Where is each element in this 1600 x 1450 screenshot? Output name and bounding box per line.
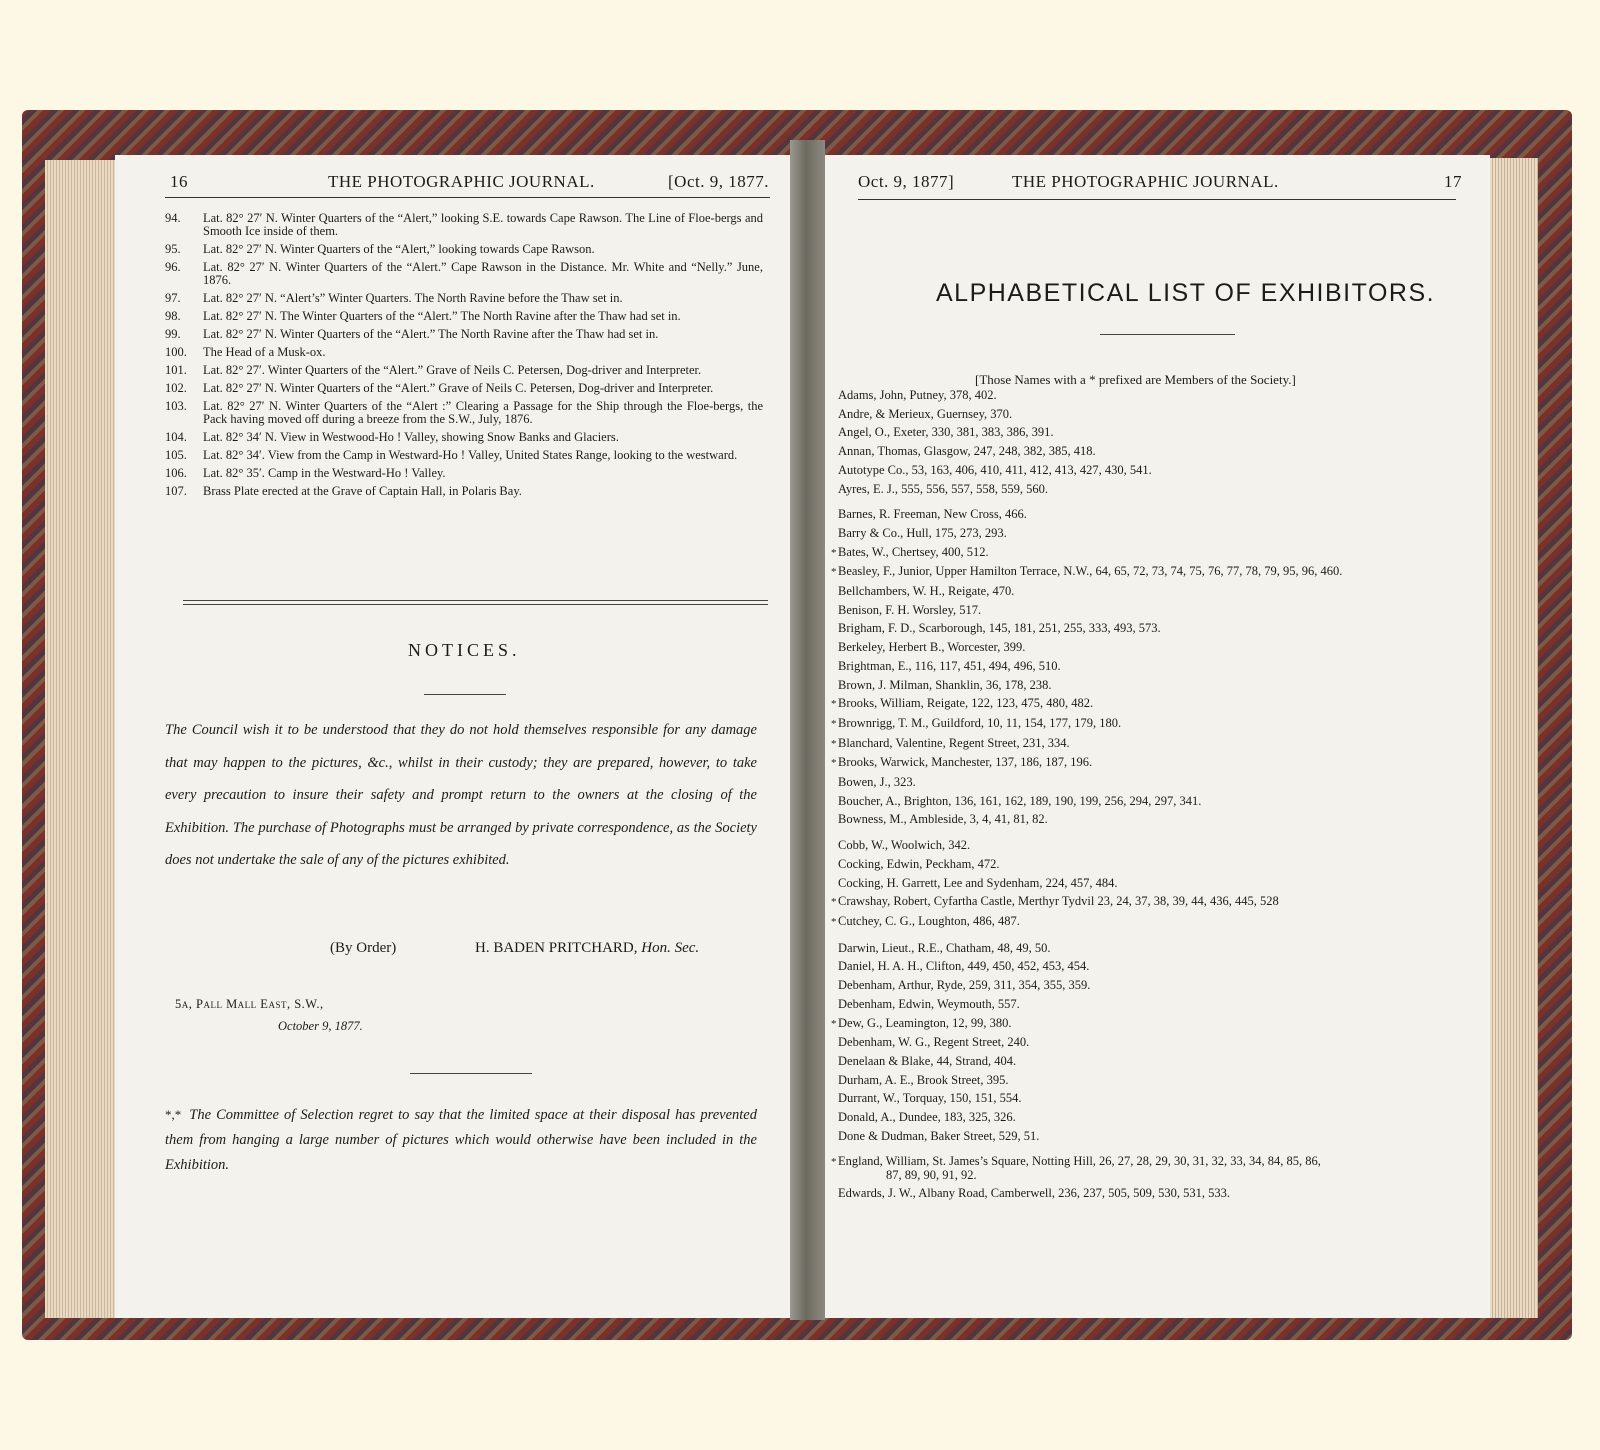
exhibitor-entry bbox=[838, 386, 1436, 405]
catalogue-entry bbox=[165, 449, 763, 462]
catalogue-description: Lat. 82° 27′ N. Winter Quarters of the “Alert,” looking S.E. towards Cape Rawson. The Line of Floe-bergs and Smooth Ice inside of them. bbox=[203, 211, 763, 238]
exhibitor-text: Adams, John, Putney, 378, 402. bbox=[838, 388, 997, 402]
page-edges-left bbox=[45, 160, 115, 1318]
exhibitor-text: Cocking, H. Garrett, Lee and Sydenham, 224, 457, 484. bbox=[838, 875, 1118, 890]
catalogue-entry bbox=[165, 431, 763, 444]
exhibitor-text: Edwards, J. W., Albany Road, Camberwell, 236, 237, 505, 509, 530, 531, 533. bbox=[838, 1186, 1230, 1201]
catalogue-entry bbox=[165, 467, 763, 480]
exhibitor-letter-group bbox=[838, 386, 1436, 498]
exhibitor-text: Donald, A., Dundee, 183, 325, 326. bbox=[838, 1110, 1016, 1125]
exhibitor-text: Beasley, F., Junior, Upper Hamilton Terrace, N.W., 64, 65, 72, 73, 74, 75, 76, 77, 78, 79, 95, 96, 460. bbox=[838, 564, 1343, 579]
exhibitor-text: Crawshay, Robert, Cyfartha Castle, Merthyr Tydvil 23, 24, 37, 38, 39, 44, 436, 445, 528 bbox=[838, 894, 1279, 909]
catalogue-description: The Head of a Musk-ox. bbox=[203, 345, 326, 359]
membership-note: [Those Names with a * prefixed are Members of the Society.] bbox=[975, 372, 1296, 387]
exhibitor-text: Darwin, Lieut., R.E., Chatham, 48, 49, 50. bbox=[838, 940, 1051, 955]
member-star: * bbox=[831, 1017, 837, 1030]
catalogue-description: Lat. 82° 27′ N. “Alert’s” Winter Quarters. The North Ravine before the Thaw set in. bbox=[203, 291, 623, 305]
society-address: 5a, Pall Mall East, S.W., bbox=[175, 997, 324, 1011]
double-rule-bottom bbox=[183, 604, 768, 605]
member-star: * bbox=[831, 915, 837, 928]
catalogue-entry bbox=[165, 400, 763, 426]
catalogue-entry bbox=[165, 346, 763, 359]
member-star: * bbox=[831, 1156, 837, 1169]
left-header-rule bbox=[165, 197, 770, 198]
member-star: * bbox=[831, 896, 837, 909]
catalogue-entry bbox=[165, 485, 763, 498]
exhibitor-entry bbox=[838, 874, 1436, 893]
catalogue-description: Lat. 82° 27′ N. Winter Quarters of the “Alert :” Clearing a Passage for the Ship through the Floe-bergs, the Pack having moved off during a breeze from the S.W., July, 1876. bbox=[203, 399, 763, 426]
exhibitor-entry bbox=[831, 543, 1436, 563]
exhibitor-text: Brownrigg, T. M., Guildford, 10, 11, 154, 177, 179, 180. bbox=[838, 715, 1122, 730]
exhibitor-entry bbox=[838, 676, 1436, 695]
exhibitor-continuation: 87, 89, 90, 91, 92. bbox=[886, 1168, 977, 1183]
exhibitor-entry bbox=[838, 1071, 1436, 1090]
exhibitor-entry bbox=[838, 810, 1436, 829]
exhibitor-text: Boucher, A., Brighton, 136, 161, 162, 189, 190, 199, 256, 294, 297, 341. bbox=[838, 793, 1202, 808]
member-star: * bbox=[831, 566, 837, 579]
exhibitor-text: Done & Dudman, Baker Street, 529, 51. bbox=[838, 1128, 1040, 1143]
exhibitor-entry bbox=[838, 976, 1436, 995]
exhibitor-entry bbox=[831, 562, 1436, 582]
exhibitor-entry bbox=[838, 1184, 1436, 1203]
address-date: October 9, 1877. bbox=[278, 1019, 363, 1033]
committee-rule bbox=[410, 1073, 532, 1074]
exhibitor-text: Benison, F. H. Worsley, 517. bbox=[838, 602, 982, 617]
catalogue-entry bbox=[165, 310, 763, 323]
right-page-number: 17 bbox=[1444, 172, 1462, 191]
exhibitor-entry bbox=[831, 1014, 1436, 1034]
exhibitor-entry bbox=[831, 1152, 1436, 1184]
member-star: * bbox=[831, 757, 837, 770]
catalogue-description: Lat. 82° 34′ N. View in Westwood-Ho ! Valley, showing Snow Banks and Glaciers. bbox=[203, 430, 619, 444]
catalogue-number: 106. bbox=[165, 466, 187, 480]
exhibitor-text: Durrant, W., Torquay, 150, 151, 554. bbox=[838, 1091, 1022, 1106]
exhibitor-entry bbox=[838, 773, 1436, 792]
exhibitor-text: Brigham, F. D., Scarborough, 145, 181, 251, 255, 333, 493, 573. bbox=[838, 621, 1161, 636]
right-header-date: Oct. 9, 1877] bbox=[858, 172, 955, 191]
double-rule-top bbox=[183, 600, 768, 601]
exhibitor-entry bbox=[838, 480, 1436, 499]
catalogue-description: Lat. 82° 27′ N. Winter Quarters of the “Alert,” looking towards Cape Rawson. bbox=[203, 242, 595, 256]
catalogue-number: 102. bbox=[165, 381, 187, 395]
member-star: * bbox=[831, 737, 837, 750]
exhibitor-entry bbox=[838, 855, 1436, 874]
exhibitor-text: Brightman, E., 116, 117, 451, 494, 496, 510. bbox=[838, 658, 1061, 673]
exhibitor-text: Debenham, Arthur, Ryde, 259, 311, 354, 355, 359. bbox=[838, 978, 1091, 993]
exhibitor-letter-group bbox=[831, 1152, 1436, 1203]
catalogue-description: Lat. 82° 27′. Winter Quarters of the “Alert.” Grave of Neils C. Petersen, Dog-driver and Interpreter. bbox=[203, 363, 702, 377]
exhibitor-text: Cocking, Edwin, Peckham, 472. bbox=[838, 856, 1000, 871]
catalogue-entry bbox=[165, 328, 763, 341]
exhibitor-text: Cobb, W., Woolwich, 342. bbox=[838, 838, 971, 853]
exhibitor-entry bbox=[838, 957, 1436, 976]
exhibitor-text: Debenham, W. G., Regent Street, 240. bbox=[838, 1035, 1030, 1050]
exhibitor-entry bbox=[838, 405, 1436, 424]
exhibitor-text: Denelaan & Blake, 44, Strand, 404. bbox=[838, 1053, 1017, 1068]
by-order: (By Order) bbox=[330, 940, 397, 956]
exhibitor-text: Cutchey, C. G., Loughton, 486, 487. bbox=[838, 913, 1020, 928]
exhibitor-text: Dew, G., Leamington, 12, 99, 380. bbox=[838, 1015, 1012, 1030]
catalogue-number: 94. bbox=[165, 211, 181, 225]
title-rule bbox=[1100, 334, 1235, 335]
exhibitor-entry bbox=[838, 995, 1436, 1014]
catalogue-number: 96. bbox=[165, 260, 181, 274]
exhibitor-text: Bates, W., Chertsey, 400, 512. bbox=[838, 544, 989, 559]
catalogue-number: 95. bbox=[165, 242, 181, 256]
council-notice: The Council wish it to be understood that they do not hold themselves responsible for any damage that may happen to the pictures, &c., whilst in their custody; they are prepared, however, to take every precaution to insure their safety and prompt return to the owners at the closing of the Exhibition. The purchase of Photographs must be arranged by private correspondence, as the Society does not undertake the sale of any of the pictures exhibited. bbox=[165, 722, 757, 868]
signatory-name: H. BADEN PRITCHARD, bbox=[475, 940, 638, 956]
exhibitor-entry bbox=[838, 423, 1436, 442]
catalogue-description: Lat. 82° 27′ N. Winter Quarters of the “Alert.” The North Ravine after the Thaw had set in. bbox=[203, 327, 659, 341]
page-edges-right bbox=[1490, 158, 1538, 1318]
exhibitor-letter-group bbox=[831, 836, 1436, 932]
exhibitor-entry bbox=[838, 638, 1436, 657]
catalogue-number: 100. bbox=[165, 345, 187, 359]
catalogue-entry bbox=[165, 212, 763, 238]
exhibitor-text: Bellchambers, W. H., Reigate, 470. bbox=[838, 584, 1015, 599]
exhibitor-entry bbox=[838, 657, 1436, 676]
catalogue-description: Lat. 82° 35′. Camp in the Westward-Ho ! Valley. bbox=[203, 466, 446, 480]
exhibitor-entry bbox=[838, 836, 1436, 855]
catalogue-entry bbox=[165, 292, 763, 305]
exhibitor-text: Autotype Co., 53, 163, 406, 410, 411, 412, 413, 427, 430, 541. bbox=[838, 462, 1152, 477]
exhibitor-text: Debenham, Edwin, Weymouth, 557. bbox=[838, 996, 1020, 1011]
exhibitor-letter-group bbox=[831, 939, 1436, 1146]
exhibitor-entry bbox=[838, 1108, 1436, 1127]
member-star: * bbox=[831, 546, 837, 559]
catalogue-description: Lat. 82° 34′. View from the Camp in Westward-Ho ! Valley, United States Range, looking to the westward. bbox=[203, 448, 738, 462]
exhibitor-text: Blanchard, Valentine, Regent Street, 231, 334. bbox=[838, 735, 1070, 750]
exhibitor-text: Bowen, J., 323. bbox=[838, 775, 916, 790]
catalogue-number: 97. bbox=[165, 291, 181, 305]
catalogue-description: Brass Plate erected at the Grave of Captain Hall, in Polaris Bay. bbox=[203, 484, 522, 498]
exhibitor-entry bbox=[831, 734, 1436, 754]
catalogue-description: Lat. 82° 27′ N. Winter Quarters of the “Alert.” Cape Rawson in the Distance. Mr. White and “Nelly.” June, 1876. bbox=[203, 260, 763, 287]
exhibitor-text: Berkeley, Herbert B., Worcester, 399. bbox=[838, 640, 1026, 655]
catalogue-entry bbox=[165, 364, 763, 377]
exhibitor-entry bbox=[838, 792, 1436, 811]
exhibitor-entry bbox=[838, 1052, 1436, 1071]
exhibitor-text: Annan, Thomas, Glasgow, 247, 248, 382, 385, 418. bbox=[838, 444, 1096, 459]
book-gutter bbox=[790, 140, 825, 1320]
exhibitors-title: ALPHABETICAL LIST OF EXHIBITORS. bbox=[936, 279, 1436, 307]
right-running-title: THE PHOTOGRAPHIC JOURNAL. bbox=[1012, 172, 1279, 191]
exhibitor-entry bbox=[838, 524, 1436, 543]
exhibitor-entry bbox=[838, 1033, 1436, 1052]
exhibitor-text: England, William, St. James’s Square, Notting Hill, 26, 27, 28, 29, 30, 31, 32, 33, 34, 84, 85, 86, bbox=[838, 1154, 1321, 1169]
catalogue-entry bbox=[165, 382, 763, 395]
exhibitor-entry bbox=[831, 694, 1436, 714]
left-running-title: THE PHOTOGRAPHIC JOURNAL. bbox=[328, 172, 595, 191]
exhibitor-entry bbox=[838, 601, 1436, 620]
catalogue-entry bbox=[165, 243, 763, 256]
exhibitor-text: Ayres, E. J., 555, 556, 557, 558, 559, 560. bbox=[838, 481, 1048, 496]
exhibitor-text: Brown, J. Milman, Shanklin, 36, 178, 238. bbox=[838, 677, 1052, 692]
catalogue-list bbox=[165, 212, 763, 503]
exhibitor-list bbox=[831, 386, 1436, 1210]
exhibitor-text: Andre, & Merieux, Guernsey, 370. bbox=[838, 406, 1013, 421]
catalogue-number: 103. bbox=[165, 399, 187, 413]
member-star: * bbox=[831, 717, 837, 730]
committee-mark: *,* bbox=[165, 1107, 182, 1122]
exhibitor-letter-group bbox=[831, 505, 1436, 829]
exhibitor-text: Brooks, Warwick, Manchester, 137, 186, 187, 196. bbox=[838, 755, 1093, 770]
notices-heading: NOTICES. bbox=[408, 640, 521, 660]
catalogue-number: 107. bbox=[165, 484, 187, 498]
catalogue-number: 99. bbox=[165, 327, 181, 341]
exhibitor-entry bbox=[838, 582, 1436, 601]
exhibitor-text: Brooks, William, Reigate, 122, 123, 475, 480, 482. bbox=[838, 696, 1094, 711]
member-star: * bbox=[831, 698, 837, 711]
committee-notice-block bbox=[165, 1102, 757, 1178]
exhibitor-entry bbox=[831, 912, 1436, 932]
exhibitor-text: Daniel, H. A. H., Clifton, 449, 450, 452, 453, 454. bbox=[838, 959, 1090, 974]
exhibitor-entry bbox=[831, 892, 1436, 912]
exhibitor-text: Angel, O., Exeter, 330, 381, 383, 386, 391. bbox=[838, 425, 1054, 440]
exhibitor-text: Barnes, R. Freeman, New Cross, 466. bbox=[838, 507, 1027, 522]
catalogue-description: Lat. 82° 27′ N. Winter Quarters of the “Alert.” Grave of Neils C. Petersen, Dog-driver and Interpreter. bbox=[203, 381, 714, 395]
exhibitor-entry bbox=[831, 753, 1436, 773]
exhibitor-entry bbox=[838, 1127, 1436, 1146]
exhibitor-text: Barry & Co., Hull, 175, 273, 293. bbox=[838, 525, 1007, 540]
exhibitor-entry bbox=[838, 939, 1436, 958]
exhibitor-entry bbox=[831, 714, 1436, 734]
catalogue-description: Lat. 82° 27′ N. The Winter Quarters of the “Alert.” The North Ravine after the Thaw had set in. bbox=[203, 309, 681, 323]
catalogue-entry bbox=[165, 261, 763, 287]
exhibitor-entry bbox=[838, 1089, 1436, 1108]
exhibitor-text: Durham, A. E., Brook Street, 395. bbox=[838, 1072, 1009, 1087]
exhibitor-text: Bowness, M., Ambleside, 3, 4, 41, 81, 82. bbox=[838, 812, 1048, 827]
catalogue-number: 101. bbox=[165, 363, 187, 377]
signatory-title: Hon. Sec. bbox=[641, 940, 700, 956]
catalogue-number: 104. bbox=[165, 430, 187, 444]
exhibitor-entry bbox=[838, 442, 1436, 461]
catalogue-number: 98. bbox=[165, 309, 181, 323]
notices-rule bbox=[424, 694, 506, 695]
committee-notice: The Committee of Selection regret to say that the limited space at their disposal has prevented them from hanging a large number of pictures which would otherwise have been included in the Exhibition. bbox=[165, 1107, 757, 1173]
left-page-number: 16 bbox=[170, 172, 188, 191]
exhibitor-entry bbox=[838, 505, 1436, 524]
left-header-date: [Oct. 9, 1877. bbox=[668, 172, 769, 191]
exhibitor-entry bbox=[838, 619, 1436, 638]
signatory-line bbox=[475, 940, 699, 957]
catalogue-number: 105. bbox=[165, 448, 187, 462]
exhibitor-entry bbox=[838, 461, 1436, 480]
right-header-rule bbox=[858, 199, 1456, 200]
